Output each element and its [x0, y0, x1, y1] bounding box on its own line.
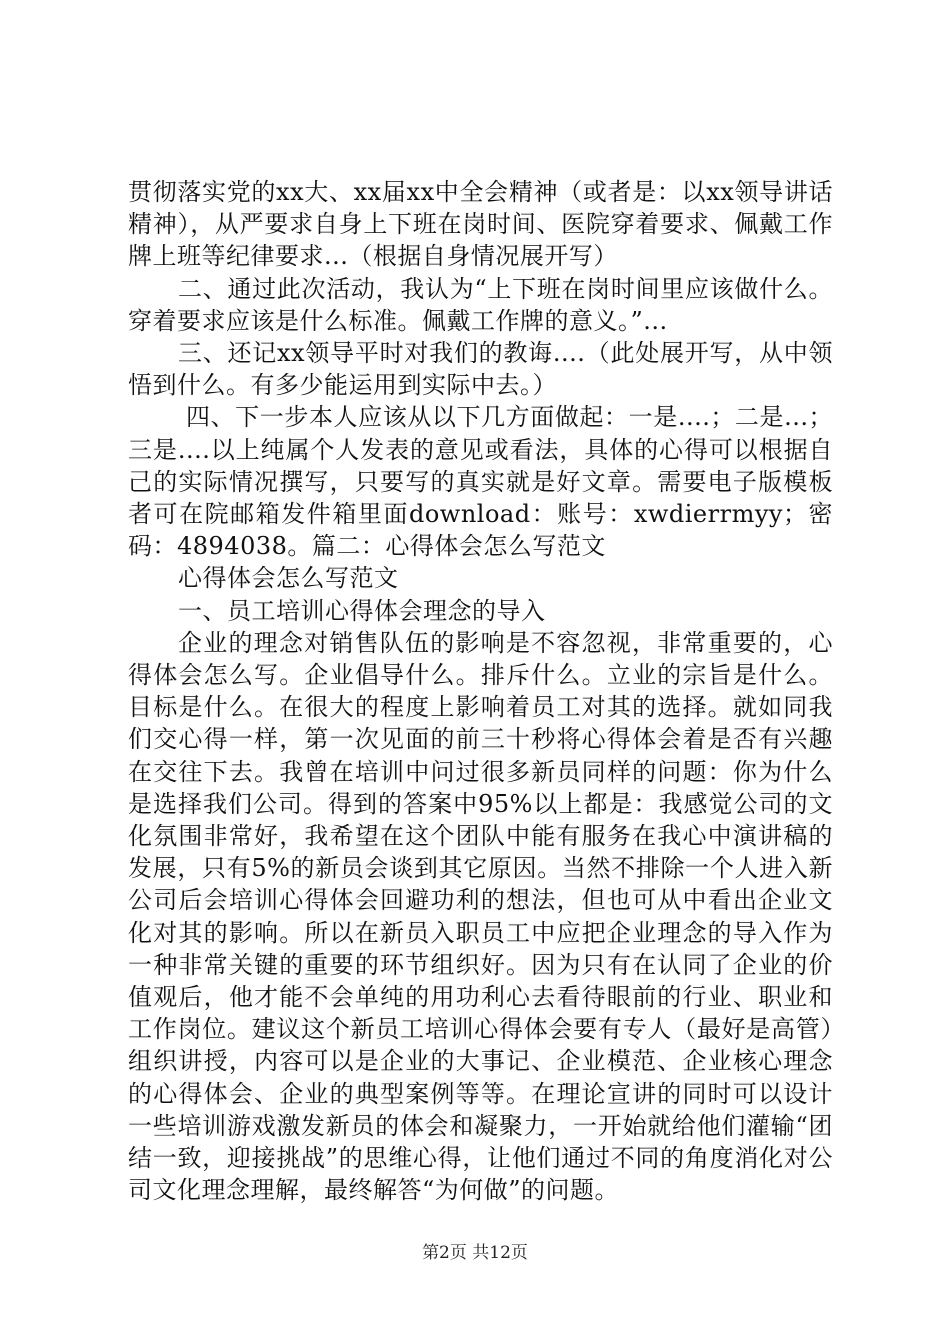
paragraph-continuation: 贯彻落实党的xx大、xx届xx中全会精神（或者是：以xx领导讲话精神），从严要求自身上下班在岗时间、医院穿着要求、佩戴工作牌上班等纪律要求...（根据自身情况展开写） [128, 178, 833, 271]
paragraph-point-three: 三、还记xx领导平时对我们的教诲....（此处展开写，从中领悟到什么。有多少能运用到实际中去。） [128, 339, 833, 400]
paragraph-point-two: 二、通过此次活动，我认为“上下班在岗时间里应该做什么。穿着要求应该是什么标准。佩戴工作牌的意义。”... [128, 274, 833, 335]
document-body [128, 176, 833, 1207]
paragraph-point-four: 四、下一步本人应该从以下几方面做起：一是....；二是...；三是....以上纯属个人发表的意见或看法，具体的心得可以根据自己的实际情况撰写，只要写的真实就是好文章。需要电子版模板者可在院邮箱发件箱里面download：账号：xwdierrmyy；密码：4894038。篇二：心得体会怎么写范文 [128, 403, 833, 561]
page-number-footer: 第2页 共12页 [422, 1243, 528, 1263]
subsection-heading: 一、员工培训心得体会理念的导入 [178, 596, 546, 625]
section-heading: 心得体会怎么写范文 [178, 564, 399, 593]
paragraph-body: 企业的理念对销售队伍的影响是不容忽视，非常重要的，心得体会怎么写。企业倡导什么。排斥什么。立业的宗旨是什么。目标是什么。在很大的程度上影响着员工对其的选择。就如同我们交心得一样，第一次见面的前三十秒将心得体会着是否有兴趣在交往下去。我曾在培训中问过很多新员同样的问题：你为什么是选择我们公司。得到的答案中95%以上都是：我感觉公司的文化氛围非常好，我希望在这个团队中能有服务在我心中演讲稿的发展，只有5%的新员会谈到其它原因。当然不排除一个人进入新公司后会培训心得体会回避功利的想法，但也可从中看出企业文化对其的影响。所以在新员入职员工中应把企业理念的导入作为一种非常关键的重要的环节组织好。因为只有在认同了企业的价值观后，他才能不会单纯的用功利心去看待眼前的行业、职业和工作岗位。建议这个新员工培训心得体会要有专人（最好是高管）组织讲授，内容可以是企业的大事记、企业模范、企业核心理念的心得体会、企业的典型案例等等。在理论宣讲的同时可以设计一些培训游戏激发新员的体会和凝聚力，一开始就给他们灌输“团结一致，迎接挑战”的思维心得，让他们通过不同的角度消化对公司文化理念理解，最终解答“为何做”的问题。 [128, 628, 833, 1205]
